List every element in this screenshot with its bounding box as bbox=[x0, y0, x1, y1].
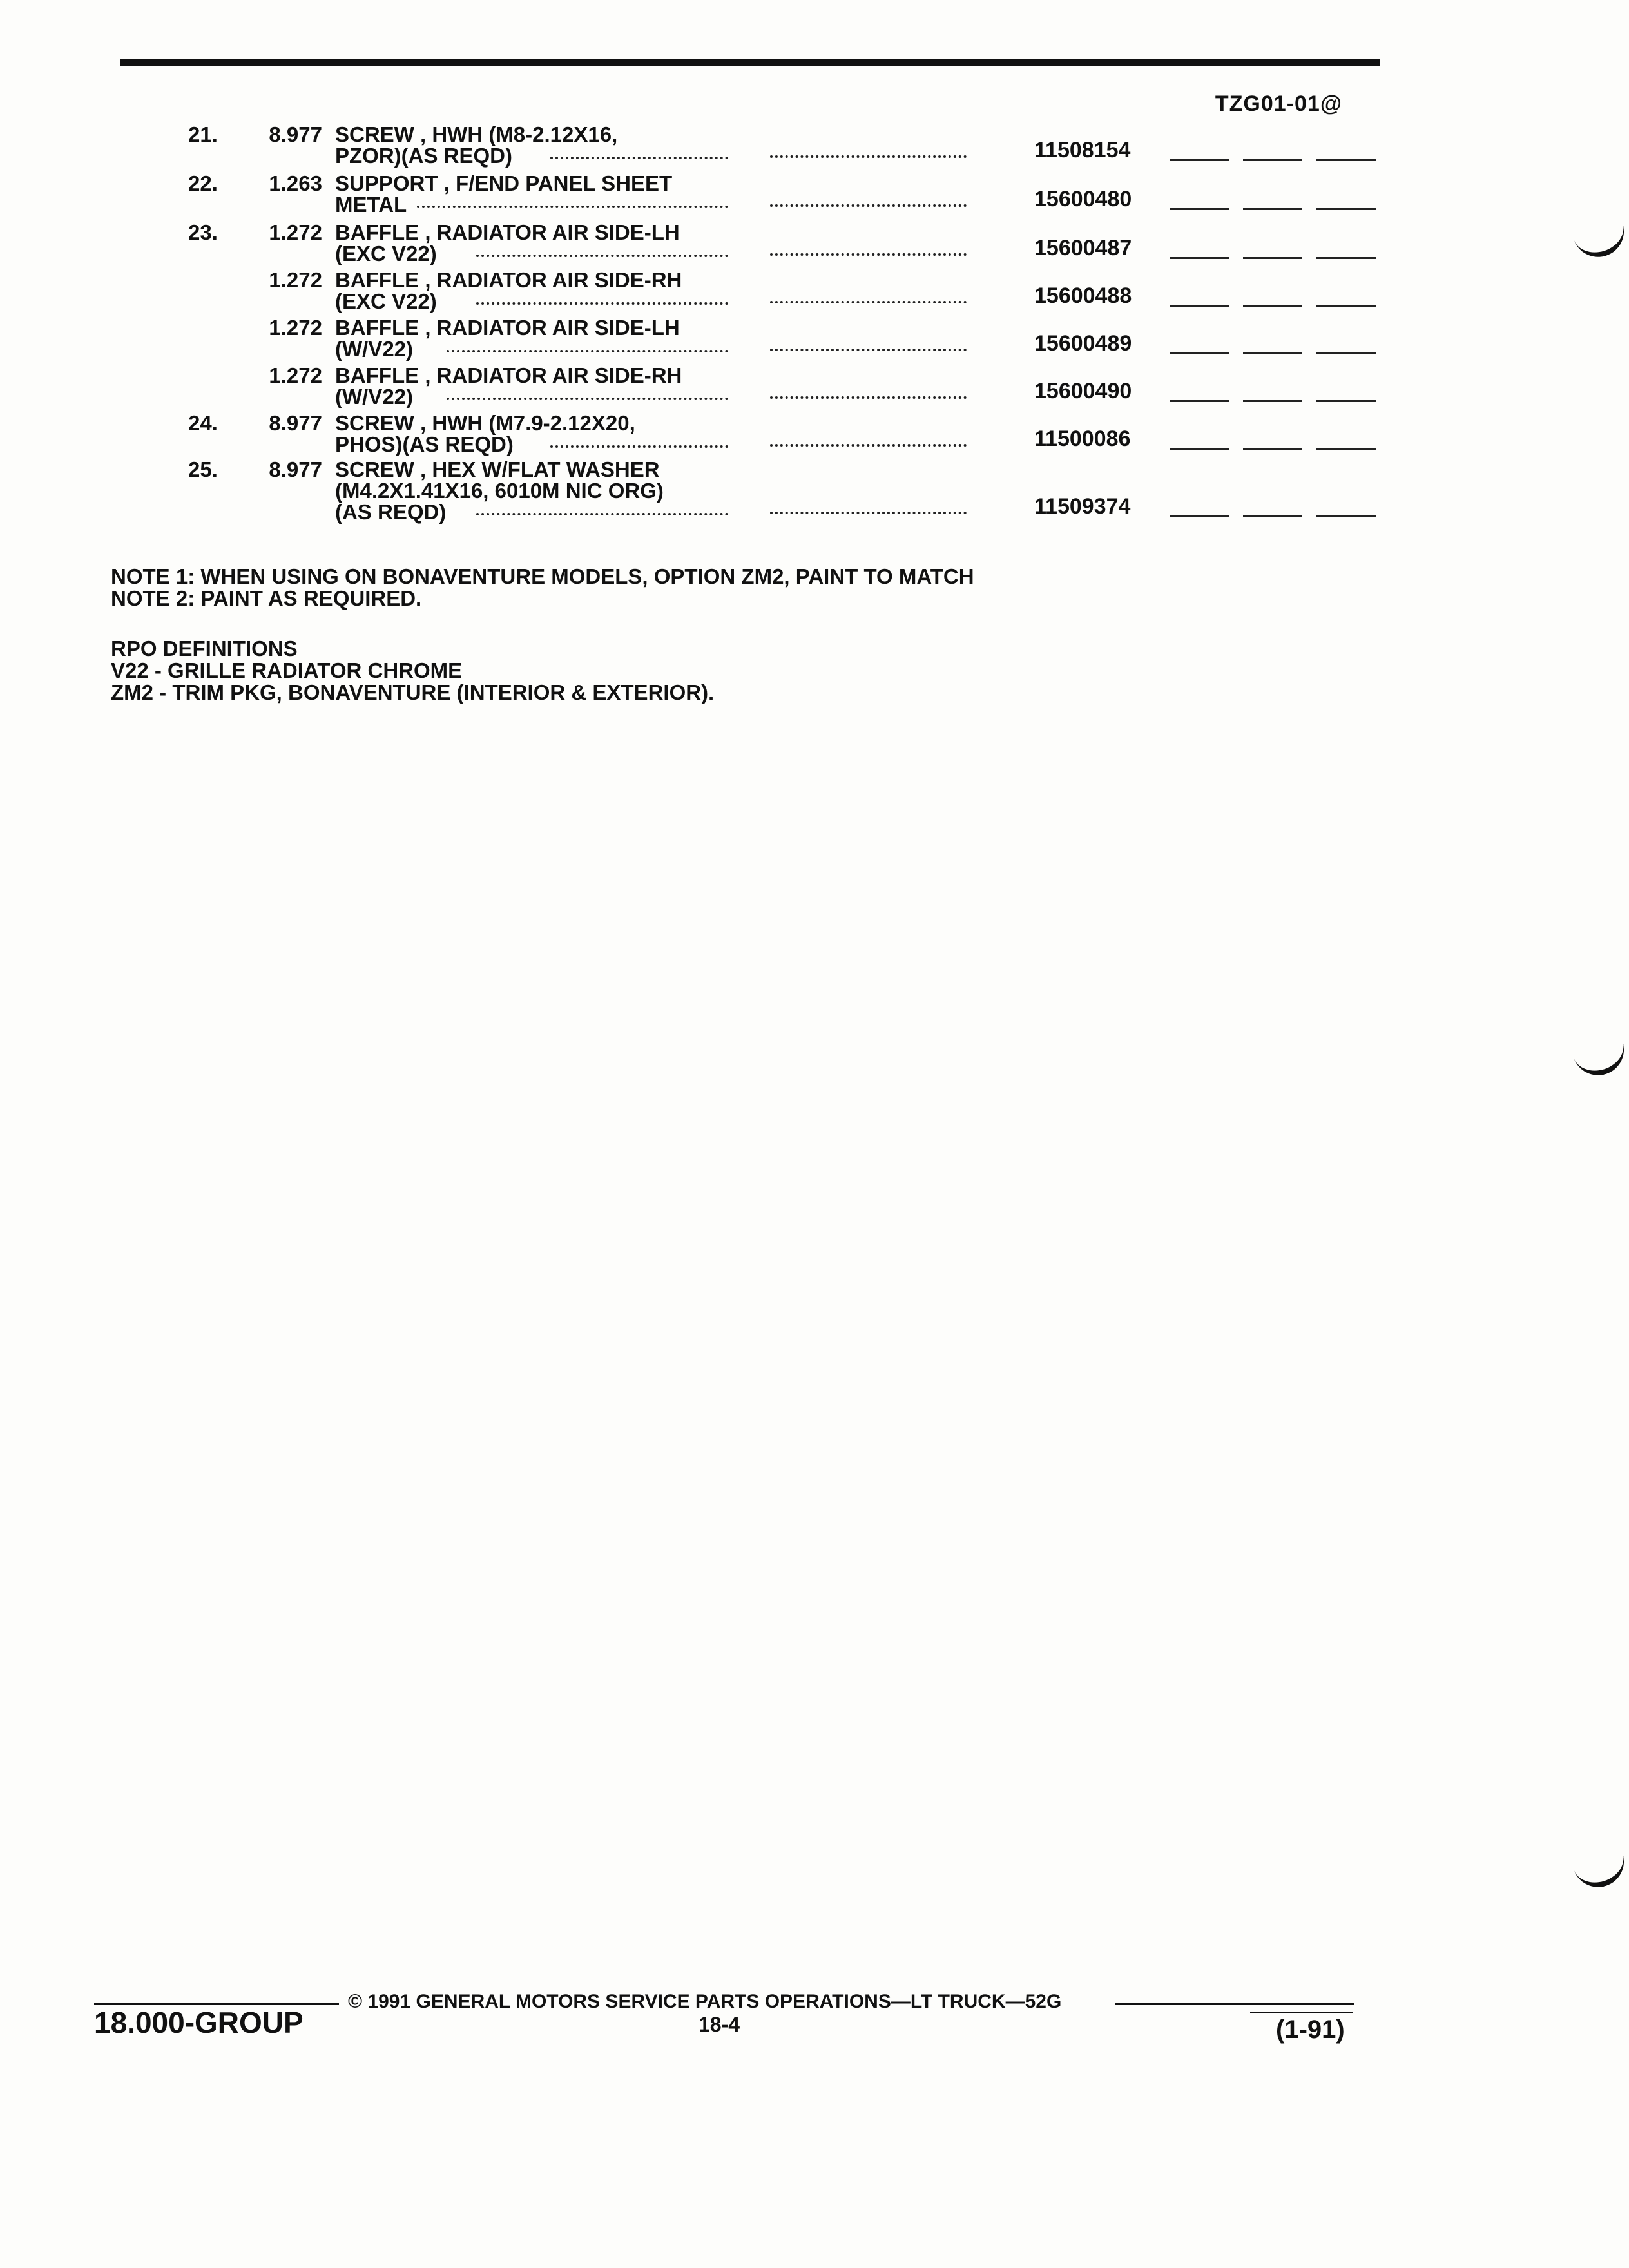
part-number: 11500086 bbox=[1034, 427, 1131, 451]
item-number: 21. bbox=[188, 122, 218, 146]
item-description bbox=[335, 412, 1629, 455]
blank-line bbox=[1316, 305, 1376, 307]
description-line bbox=[335, 124, 1629, 145]
blank-line bbox=[1243, 515, 1302, 517]
description-line bbox=[335, 480, 1629, 501]
header-rule bbox=[120, 59, 1380, 66]
blank-line bbox=[1170, 305, 1229, 307]
footer-date: (1-91) bbox=[1276, 2015, 1345, 2044]
blank-line bbox=[1170, 515, 1229, 517]
blank-line bbox=[1170, 400, 1229, 402]
blank-line bbox=[1316, 400, 1376, 402]
description-line bbox=[335, 434, 1629, 455]
leader-dots bbox=[770, 193, 967, 207]
leader-dots bbox=[770, 144, 967, 158]
part-detail: (EXC V22) bbox=[335, 289, 437, 313]
description-line bbox=[335, 412, 1629, 434]
blank-line bbox=[1243, 400, 1302, 402]
blank-lines bbox=[1170, 257, 1376, 260]
part-number: 15600487 bbox=[1034, 236, 1132, 260]
part-detail: , RADIATOR AIR SIDE-LH bbox=[419, 220, 680, 244]
item-number: 25. bbox=[188, 457, 218, 481]
rpo-definitions bbox=[111, 638, 714, 704]
leader-dots bbox=[770, 432, 967, 447]
part-detail: (W/V22) bbox=[335, 337, 414, 361]
description-line bbox=[335, 365, 1629, 386]
footer-rule-date bbox=[1250, 2012, 1353, 2013]
footer-copyright: © 1991 GENERAL MOTORS SERVICE PARTS OPERATIONS—LT TRUCK—52G bbox=[348, 1991, 1062, 2012]
leader-dots bbox=[770, 385, 967, 399]
blank-line bbox=[1243, 352, 1302, 354]
part-number: 11509374 bbox=[1034, 494, 1131, 519]
part-detail: (EXC V22) bbox=[335, 242, 437, 265]
footer-rule-right bbox=[1115, 2003, 1354, 2005]
notes bbox=[111, 566, 974, 610]
part-keyword: SCREW bbox=[335, 122, 414, 146]
leader-dots bbox=[417, 194, 728, 208]
item-quantity: 8.977 bbox=[269, 411, 322, 435]
leader-dots bbox=[476, 501, 728, 515]
leader-dots bbox=[476, 243, 728, 257]
leader-dots bbox=[447, 386, 728, 400]
rpo-heading: RPO DEFINITIONS bbox=[111, 637, 298, 660]
part-detail: , RADIATOR AIR SIDE-LH bbox=[419, 316, 680, 340]
blank-line bbox=[1170, 352, 1229, 354]
parts-entry bbox=[0, 459, 1629, 523]
item-description bbox=[335, 124, 1629, 166]
blank-line bbox=[1316, 208, 1376, 210]
parts-entry bbox=[0, 124, 1629, 166]
description-line bbox=[335, 145, 1629, 166]
leader-dots bbox=[770, 500, 967, 514]
blank-line bbox=[1316, 448, 1376, 450]
part-detail: , HWH (M7.9-2.12X20, bbox=[414, 411, 635, 435]
description-line bbox=[335, 222, 1629, 243]
item-number: 24. bbox=[188, 411, 218, 435]
part-detail: (M4.2X1.41X16, 6010M NIC ORG) bbox=[335, 479, 664, 503]
part-detail: , HWH (M8-2.12X16, bbox=[414, 122, 618, 146]
description-line bbox=[335, 459, 1629, 480]
item-quantity: 8.977 bbox=[269, 122, 322, 146]
footer-group: 18.000-GROUP bbox=[94, 2006, 304, 2039]
blank-line bbox=[1243, 448, 1302, 450]
leader-dots bbox=[550, 145, 728, 159]
blank-line bbox=[1316, 159, 1376, 161]
blank-line bbox=[1243, 305, 1302, 307]
item-quantity: 1.272 bbox=[269, 268, 322, 292]
blank-line bbox=[1316, 257, 1376, 259]
parts-entry bbox=[0, 365, 1629, 407]
item-number: 23. bbox=[188, 220, 218, 244]
blank-line bbox=[1170, 159, 1229, 161]
part-keyword: BAFFLE bbox=[335, 220, 419, 244]
note-2: NOTE 2: PAINT AS REQUIRED. bbox=[111, 586, 422, 610]
leader-dots bbox=[770, 242, 967, 256]
part-detail: PZOR)(AS REQD) bbox=[335, 144, 512, 168]
blank-line bbox=[1243, 257, 1302, 259]
part-detail: (AS REQD) bbox=[335, 500, 447, 524]
blank-line bbox=[1170, 257, 1229, 259]
blank-lines bbox=[1170, 400, 1376, 403]
parts-entry bbox=[0, 222, 1629, 264]
part-keyword: SCREW bbox=[335, 411, 414, 435]
item-quantity: 1.272 bbox=[269, 316, 322, 340]
footer-page-number: 18-4 bbox=[699, 2013, 740, 2036]
blank-lines bbox=[1170, 515, 1376, 518]
leader-dots bbox=[447, 338, 728, 352]
part-detail: , RADIATOR AIR SIDE-RH bbox=[419, 268, 682, 292]
part-number: 11508154 bbox=[1034, 138, 1131, 162]
punch-hole-mark bbox=[1572, 1037, 1629, 1082]
part-detail: , RADIATOR AIR SIDE-RH bbox=[419, 363, 682, 387]
blank-lines bbox=[1170, 305, 1376, 307]
description-line bbox=[335, 173, 1629, 194]
part-number: 15600489 bbox=[1034, 331, 1132, 356]
item-quantity: 1.263 bbox=[269, 171, 322, 195]
part-detail: METAL bbox=[335, 193, 407, 216]
part-number: 15600480 bbox=[1034, 187, 1132, 211]
blank-lines bbox=[1170, 352, 1376, 355]
part-number: 15600488 bbox=[1034, 284, 1132, 308]
blank-lines bbox=[1170, 448, 1376, 450]
description-line bbox=[335, 269, 1629, 291]
blank-lines bbox=[1170, 159, 1376, 162]
note-1: NOTE 1: WHEN USING ON BONAVENTURE MODELS, OPTION ZM2, PAINT TO MATCH bbox=[111, 564, 974, 588]
parts-entry bbox=[0, 412, 1629, 455]
part-keyword: SCREW bbox=[335, 457, 414, 481]
blank-line bbox=[1243, 159, 1302, 161]
leader-dots bbox=[770, 289, 967, 303]
punch-hole-mark bbox=[1572, 1849, 1629, 1894]
parts-entry bbox=[0, 269, 1629, 312]
rpo-item-zm2: ZM2 - TRIM PKG, BONAVENTURE (INTERIOR & EXTERIOR). bbox=[111, 680, 715, 704]
part-detail: (W/V22) bbox=[335, 385, 414, 408]
part-keyword: BAFFLE bbox=[335, 268, 419, 292]
blank-line bbox=[1316, 352, 1376, 354]
rpo-item-v22: V22 - GRILLE RADIATOR CHROME bbox=[111, 658, 463, 682]
leader-dots bbox=[770, 337, 967, 351]
part-detail: , F/END PANEL SHEET bbox=[438, 171, 673, 195]
part-keyword: BAFFLE bbox=[335, 363, 419, 387]
leader-dots bbox=[550, 434, 728, 448]
catalog-code: TZG01-01@ bbox=[1215, 91, 1342, 116]
blank-lines bbox=[1170, 208, 1376, 211]
description-line bbox=[335, 317, 1629, 338]
part-keyword: BAFFLE bbox=[335, 316, 419, 340]
part-detail: PHOS)(AS REQD) bbox=[335, 432, 514, 456]
parts-entry bbox=[0, 317, 1629, 360]
blank-line bbox=[1316, 515, 1376, 517]
part-keyword: SUPPORT bbox=[335, 171, 438, 195]
part-detail: , HEX W/FLAT WASHER bbox=[414, 457, 660, 481]
blank-line bbox=[1170, 208, 1229, 210]
leader-dots bbox=[476, 291, 728, 305]
item-quantity: 1.272 bbox=[269, 363, 322, 387]
item-number: 22. bbox=[188, 171, 218, 195]
part-number: 15600490 bbox=[1034, 379, 1132, 403]
item-quantity: 1.272 bbox=[269, 220, 322, 244]
parts-entry bbox=[0, 173, 1629, 215]
blank-line bbox=[1170, 448, 1229, 450]
item-quantity: 8.977 bbox=[269, 457, 322, 481]
blank-line bbox=[1243, 208, 1302, 210]
